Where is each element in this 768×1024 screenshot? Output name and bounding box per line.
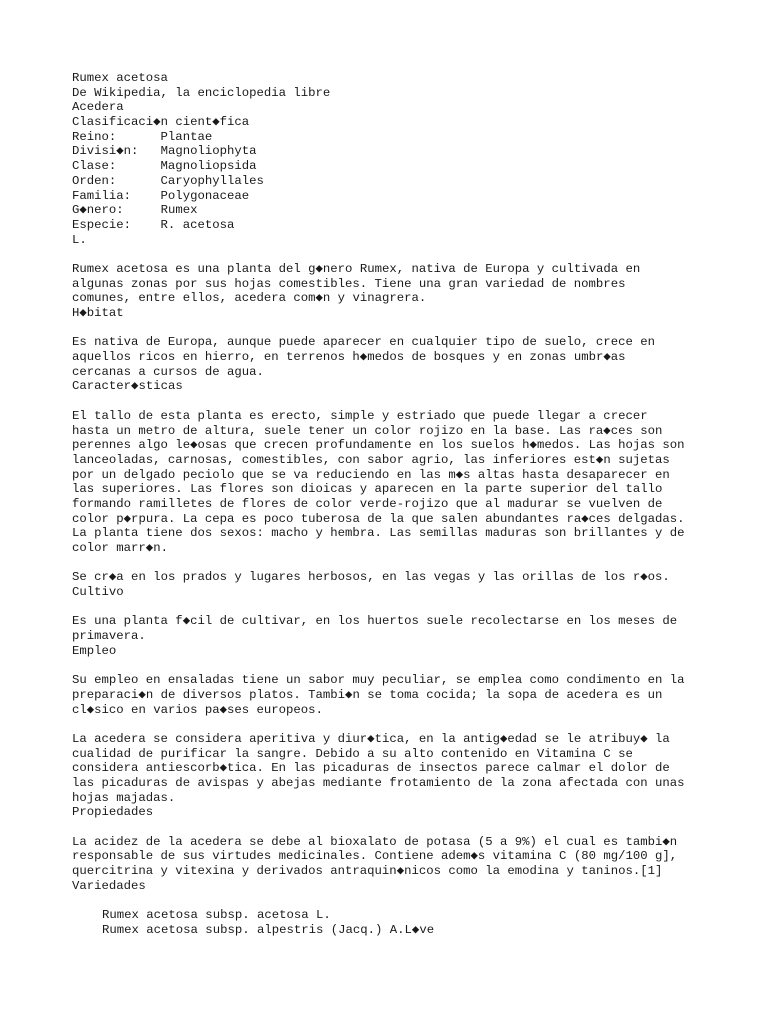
variety-item: Rumex acetosa subsp. acetosa L. bbox=[102, 908, 331, 923]
spacer bbox=[72, 659, 752, 674]
spacer bbox=[72, 321, 752, 336]
features-line: lanceoladas, carnosas, comestibles, con sabor agrio, las inferiores est◆n sujetas bbox=[72, 452, 670, 467]
features-line: La planta tiene dos sexos: macho y hembra. Las semillas maduras son brillantes y de bbox=[72, 526, 685, 541]
spacer bbox=[72, 894, 752, 909]
medicinal-line: considera antiescorb◆tica. En las picaduras de insectos parece calmar el dolor de bbox=[72, 761, 670, 776]
cultivation-line: Es una planta f◆cil de cultivar, en los huertos suele recolectarse en los meses de bbox=[72, 614, 678, 629]
taxonomy-row: Familia: Polygonaceae bbox=[72, 188, 250, 203]
cultivation-line: primavera. bbox=[72, 629, 146, 644]
author-abbrev: L. bbox=[72, 232, 87, 247]
medicinal-line: hojas majadas. bbox=[72, 790, 176, 805]
medicinal-line: las picaduras de avispas y abejas mediante frotamiento de la zona afectada con unas bbox=[72, 776, 685, 790]
taxonomy-row: Clase: Magnoliopsida bbox=[72, 159, 257, 174]
properties-line: La acidez de la acedera se debe al bioxalato de potasa (5 a 9%) el cual es tambi◆n bbox=[72, 834, 678, 849]
properties-line: responsable de sus virtudes medicinales. Contiene adem◆s vitamina C (80 mg/100 g], bbox=[72, 849, 678, 864]
use-line: cl◆sico en varios pa◆ses europeos. bbox=[72, 702, 323, 717]
features-line: por un delgado peciolo que se va reduciendo en las m◆s altas hasta desaparecer en bbox=[72, 467, 670, 482]
variety-item: Rumex acetosa subsp. alpestris (Jacq.) A.L◆ve bbox=[102, 922, 435, 937]
classification-heading: Clasificaci◆n cient◆fica bbox=[72, 115, 250, 130]
document-body bbox=[72, 71, 752, 938]
taxonomy-row: Orden: Caryophyllales bbox=[72, 173, 264, 188]
use-line: Su empleo en ensaladas tiene un sabor muy peculiar, se emplea como condimento en la bbox=[72, 673, 685, 688]
use-line: preparaci◆n de diversos platos. Tambi◆n se toma cocida; la sopa de acedera es un bbox=[72, 687, 663, 702]
spacer bbox=[72, 556, 752, 571]
habitat-line: aquellos ricos en hierro, en terrenos h◆medos de bosques y en zonas umbr◆as bbox=[72, 350, 626, 365]
spacer bbox=[72, 394, 752, 409]
habitat-heading: H◆bitat bbox=[72, 306, 124, 320]
spacer bbox=[72, 717, 752, 732]
habitat-line: Es nativa de Europa, aunque puede aparecer en cualquier tipo de suelo, crece en bbox=[72, 335, 655, 350]
intro-line: Rumex acetosa es una planta del g◆nero Rumex, nativa de Europa y cultivada en bbox=[72, 261, 641, 276]
growth-line: Se cr◆a en los prados y lugares herbosos, en las vegas y las orillas de los r◆os. bbox=[72, 570, 670, 585]
medicinal-line: cualidad de purificar la sangre. Debido a su alto contenido en Vitamina C se bbox=[72, 746, 633, 761]
features-line: perennes algo le◆osas que crecen profundamente en los suelos h◆medos. Las hojas son bbox=[72, 438, 685, 453]
doc-source: De Wikipedia, la enciclopedia libre bbox=[72, 85, 331, 100]
taxonomy-row: Reino: Plantae bbox=[72, 129, 213, 144]
spacer bbox=[72, 247, 752, 262]
properties-heading: Propiedades bbox=[72, 805, 154, 820]
features-line: formando ramilletes de flores de color verde-rojizo que al madurar se vuelven de bbox=[72, 496, 663, 511]
common-name: Acedera bbox=[72, 100, 124, 115]
features-line: color marr◆n. bbox=[72, 541, 168, 555]
doc-title: Rumex acetosa bbox=[72, 71, 168, 85]
cultivation-heading: Cultivo bbox=[72, 585, 124, 600]
features-heading: Caracter◆sticas bbox=[72, 379, 183, 394]
features-line: El tallo de esta planta es erecto, simple y estriado que puede llegar a crecer bbox=[72, 408, 648, 423]
spacer bbox=[72, 820, 752, 835]
features-line: las superiores. Las flores son dioicas y aparecen en la parte superior del tallo bbox=[72, 482, 663, 497]
features-line: hasta un metro de altura, suele tener un color rojizo en la base. Las ra◆ces son bbox=[72, 423, 663, 438]
taxonomy-row: Especie: R. acetosa bbox=[72, 217, 235, 232]
varieties-heading: Variedades bbox=[72, 878, 146, 893]
taxonomy-row: Divisi◆n: Magnoliophyta bbox=[72, 144, 257, 159]
medicinal-line: La acedera se considera aperitiva y diur◆tica, en la antig◆edad se le atribuy◆ la bbox=[72, 731, 670, 746]
taxonomy-row: G◆nero: Rumex bbox=[72, 203, 198, 218]
spacer bbox=[72, 600, 752, 615]
intro-line: comunes, entre ellos, acedera com◆n y vinagrera. bbox=[72, 291, 427, 306]
intro-line: algunas zonas por sus hojas comestibles. Tiene una gran variedad de nombres bbox=[72, 276, 626, 291]
habitat-line: cercanas a cursos de agua. bbox=[72, 364, 264, 379]
properties-line: quercitrina y vitexina y derivados antraquin◆nicos como la emodina y taninos.[1] bbox=[72, 864, 663, 879]
use-heading: Empleo bbox=[72, 643, 117, 658]
features-line: color p◆rpura. La cepa es poco tuberosa de la que salen abundantes ra◆ces delgadas. bbox=[72, 511, 685, 526]
